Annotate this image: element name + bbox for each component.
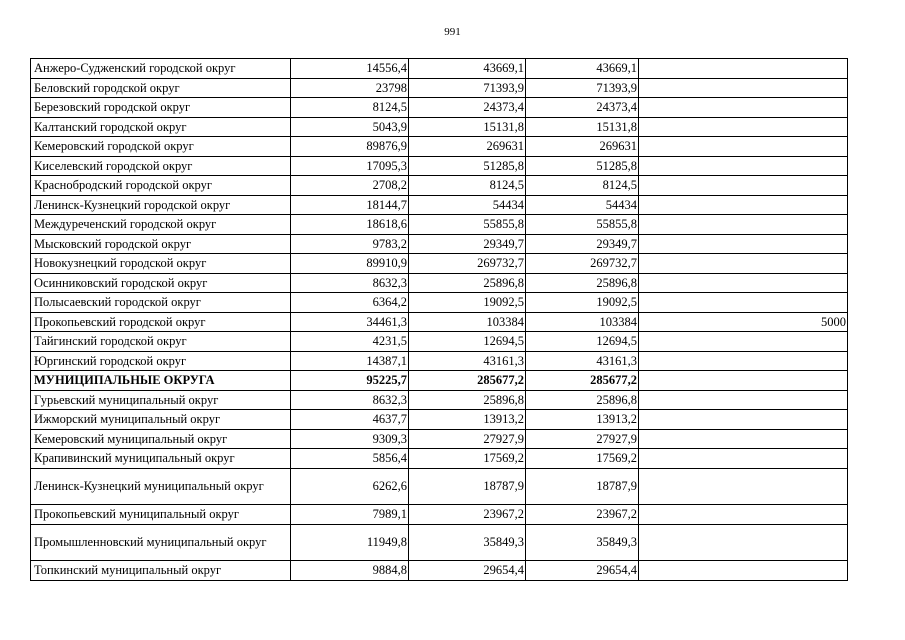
value-cell-4 xyxy=(639,351,848,371)
table-row xyxy=(31,468,848,505)
table-row xyxy=(31,371,848,391)
municipality-name-cell: МУНИЦИПАЛЬНЫЕ ОКРУГА xyxy=(31,371,291,391)
value-cell-1: 9783,2 xyxy=(291,234,409,254)
value-cell-2: 25896,8 xyxy=(409,273,526,293)
value-cell-2: 17569,2 xyxy=(409,449,526,469)
value-cell-2: 43161,3 xyxy=(409,351,526,371)
municipality-name-cell: Ижморский муниципальный округ xyxy=(31,410,291,430)
value-cell-3: 12694,5 xyxy=(526,332,639,352)
table-row xyxy=(31,98,848,118)
value-cell-3: 43669,1 xyxy=(526,59,639,79)
table-row xyxy=(31,561,848,581)
value-cell-2: 71393,9 xyxy=(409,78,526,98)
value-cell-2: 43669,1 xyxy=(409,59,526,79)
value-cell-3: 17569,2 xyxy=(526,449,639,469)
value-cell-3: 25896,8 xyxy=(526,273,639,293)
value-cell-2: 25896,8 xyxy=(409,390,526,410)
value-cell-1: 9309,3 xyxy=(291,429,409,449)
table-row xyxy=(31,449,848,469)
municipality-name-cell: Промышленновский муниципальный округ xyxy=(31,524,291,561)
value-cell-4 xyxy=(639,390,848,410)
value-cell-3: 25896,8 xyxy=(526,390,639,410)
value-cell-4 xyxy=(639,429,848,449)
municipality-name-cell: Междуреченский городской округ xyxy=(31,215,291,235)
value-cell-3: 29654,4 xyxy=(526,561,639,581)
value-cell-3: 35849,3 xyxy=(526,524,639,561)
value-cell-4 xyxy=(639,78,848,98)
municipality-name-cell: Анжеро-Судженский городской округ xyxy=(31,59,291,79)
municipality-name-cell: Ленинск-Кузнецкий городской округ xyxy=(31,195,291,215)
value-cell-2: 27927,9 xyxy=(409,429,526,449)
value-cell-2: 15131,8 xyxy=(409,117,526,137)
value-cell-4 xyxy=(639,98,848,118)
table-row xyxy=(31,254,848,274)
table-row xyxy=(31,524,848,561)
value-cell-3: 29349,7 xyxy=(526,234,639,254)
municipality-name-cell: Березовский городской округ xyxy=(31,98,291,118)
value-cell-3: 27927,9 xyxy=(526,429,639,449)
value-cell-4 xyxy=(639,293,848,313)
value-cell-3: 13913,2 xyxy=(526,410,639,430)
value-cell-3: 103384 xyxy=(526,312,639,332)
municipality-name-cell: Мысковский городской округ xyxy=(31,234,291,254)
value-cell-2: 269732,7 xyxy=(409,254,526,274)
value-cell-4 xyxy=(639,195,848,215)
value-cell-2: 51285,8 xyxy=(409,156,526,176)
value-cell-3: 285677,2 xyxy=(526,371,639,391)
value-cell-2: 285677,2 xyxy=(409,371,526,391)
municipality-name-cell: Полысаевский городской округ xyxy=(31,293,291,313)
value-cell-2: 103384 xyxy=(409,312,526,332)
value-cell-4 xyxy=(639,524,848,561)
value-cell-3: 15131,8 xyxy=(526,117,639,137)
table-row xyxy=(31,137,848,157)
value-cell-1: 17095,3 xyxy=(291,156,409,176)
value-cell-4 xyxy=(639,59,848,79)
value-cell-2: 269631 xyxy=(409,137,526,157)
municipality-name-cell: Беловский городской округ xyxy=(31,78,291,98)
table-row xyxy=(31,505,848,525)
municipality-name-cell: Топкинский муниципальный округ xyxy=(31,561,291,581)
value-cell-4 xyxy=(639,156,848,176)
value-cell-4 xyxy=(639,561,848,581)
value-cell-3: 269631 xyxy=(526,137,639,157)
value-cell-3: 19092,5 xyxy=(526,293,639,313)
value-cell-3: 269732,7 xyxy=(526,254,639,274)
value-cell-4 xyxy=(639,234,848,254)
value-cell-1: 89910,9 xyxy=(291,254,409,274)
value-cell-2: 19092,5 xyxy=(409,293,526,313)
table-row xyxy=(31,312,848,332)
value-cell-4 xyxy=(639,137,848,157)
value-cell-1: 18144,7 xyxy=(291,195,409,215)
value-cell-1: 8124,5 xyxy=(291,98,409,118)
value-cell-3: 71393,9 xyxy=(526,78,639,98)
municipality-name-cell: Кемеровский городской округ xyxy=(31,137,291,157)
value-cell-4 xyxy=(639,176,848,196)
value-cell-4 xyxy=(639,215,848,235)
value-cell-1: 89876,9 xyxy=(291,137,409,157)
value-cell-3: 55855,8 xyxy=(526,215,639,235)
value-cell-2: 13913,2 xyxy=(409,410,526,430)
municipality-name-cell: Прокопьевский муниципальный округ xyxy=(31,505,291,525)
value-cell-4 xyxy=(639,273,848,293)
value-cell-3: 18787,9 xyxy=(526,468,639,505)
table-row xyxy=(31,78,848,98)
value-cell-1: 6364,2 xyxy=(291,293,409,313)
table-row xyxy=(31,293,848,313)
value-cell-2: 35849,3 xyxy=(409,524,526,561)
table-row xyxy=(31,234,848,254)
value-cell-1: 14556,4 xyxy=(291,59,409,79)
value-cell-1: 11949,8 xyxy=(291,524,409,561)
value-cell-1: 95225,7 xyxy=(291,371,409,391)
table-row xyxy=(31,117,848,137)
value-cell-1: 8632,3 xyxy=(291,273,409,293)
value-cell-1: 18618,6 xyxy=(291,215,409,235)
table-row xyxy=(31,410,848,430)
value-cell-4 xyxy=(639,449,848,469)
value-cell-2: 54434 xyxy=(409,195,526,215)
value-cell-4: 5000 xyxy=(639,312,848,332)
value-cell-1: 8632,3 xyxy=(291,390,409,410)
value-cell-2: 55855,8 xyxy=(409,215,526,235)
value-cell-2: 12694,5 xyxy=(409,332,526,352)
value-cell-2: 23967,2 xyxy=(409,505,526,525)
page-number: 991 xyxy=(444,26,461,38)
budget-table xyxy=(30,58,848,581)
value-cell-4 xyxy=(639,468,848,505)
value-cell-4 xyxy=(639,117,848,137)
value-cell-2: 29349,7 xyxy=(409,234,526,254)
municipality-name-cell: Краснобродский городской округ xyxy=(31,176,291,196)
value-cell-4 xyxy=(639,505,848,525)
value-cell-3: 51285,8 xyxy=(526,156,639,176)
municipality-name-cell: Новокузнецкий городской округ xyxy=(31,254,291,274)
table-row xyxy=(31,176,848,196)
municipality-name-cell: Юргинский городской округ xyxy=(31,351,291,371)
table-row xyxy=(31,273,848,293)
value-cell-4 xyxy=(639,332,848,352)
value-cell-3: 8124,5 xyxy=(526,176,639,196)
value-cell-1: 5856,4 xyxy=(291,449,409,469)
table-row xyxy=(31,429,848,449)
table-row xyxy=(31,332,848,352)
value-cell-2: 8124,5 xyxy=(409,176,526,196)
value-cell-3: 54434 xyxy=(526,195,639,215)
value-cell-4 xyxy=(639,254,848,274)
municipality-name-cell: Крапивинский муниципальный округ xyxy=(31,449,291,469)
municipality-name-cell: Тайгинский городской округ xyxy=(31,332,291,352)
value-cell-1: 7989,1 xyxy=(291,505,409,525)
table-row xyxy=(31,195,848,215)
table-row xyxy=(31,59,848,79)
municipality-name-cell: Ленинск-Кузнецкий муниципальный округ xyxy=(31,468,291,505)
value-cell-1: 4231,5 xyxy=(291,332,409,352)
value-cell-1: 34461,3 xyxy=(291,312,409,332)
table-row xyxy=(31,156,848,176)
table-row xyxy=(31,215,848,235)
value-cell-1: 23798 xyxy=(291,78,409,98)
table-row xyxy=(31,390,848,410)
value-cell-3: 23967,2 xyxy=(526,505,639,525)
municipality-name-cell: Калтанский городской округ xyxy=(31,117,291,137)
value-cell-1: 5043,9 xyxy=(291,117,409,137)
municipality-name-cell: Прокопьевский городской округ xyxy=(31,312,291,332)
value-cell-3: 43161,3 xyxy=(526,351,639,371)
table-body xyxy=(31,59,848,581)
value-cell-2: 18787,9 xyxy=(409,468,526,505)
table-row xyxy=(31,351,848,371)
value-cell-4 xyxy=(639,410,848,430)
municipality-name-cell: Кемеровский муниципальный округ xyxy=(31,429,291,449)
value-cell-1: 2708,2 xyxy=(291,176,409,196)
municipality-name-cell: Осинниковский городской округ xyxy=(31,273,291,293)
value-cell-4 xyxy=(639,371,848,391)
value-cell-1: 6262,6 xyxy=(291,468,409,505)
value-cell-2: 24373,4 xyxy=(409,98,526,118)
municipality-name-cell: Гурьевский муниципальный округ xyxy=(31,390,291,410)
value-cell-1: 4637,7 xyxy=(291,410,409,430)
value-cell-3: 24373,4 xyxy=(526,98,639,118)
value-cell-1: 9884,8 xyxy=(291,561,409,581)
municipality-name-cell: Киселевский городской округ xyxy=(31,156,291,176)
value-cell-2: 29654,4 xyxy=(409,561,526,581)
value-cell-1: 14387,1 xyxy=(291,351,409,371)
